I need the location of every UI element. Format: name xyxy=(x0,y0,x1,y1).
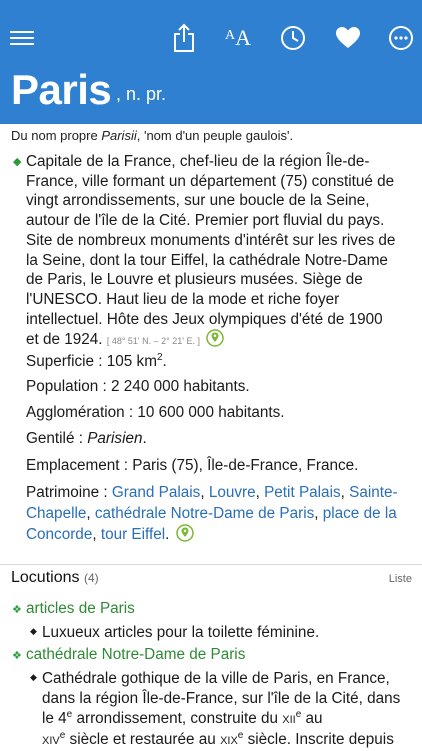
definition-line: France, ville formant un département (75) constitué de xyxy=(26,172,395,190)
font-size-icon xyxy=(225,25,251,51)
text: au xyxy=(301,710,323,727)
history-button[interactable] xyxy=(275,20,311,56)
superficie-value: 105 km xyxy=(106,353,157,370)
menu-button[interactable] xyxy=(4,20,40,56)
font-glyph-big: A xyxy=(235,25,251,50)
ellipsis-icon xyxy=(388,25,414,51)
link-sainte-chapelle[interactable]: Sainte- xyxy=(349,484,398,501)
locutions-header xyxy=(0,564,422,591)
sup: e xyxy=(237,729,244,741)
locution-notre-dame[interactable]: cathédrale Notre-Dame de Paris xyxy=(26,646,246,663)
link-place-concorde-cont[interactable]: Concorde xyxy=(26,526,93,543)
roman-numeral: XIX xyxy=(220,735,238,747)
end-dot: . xyxy=(165,526,170,543)
locutions-title xyxy=(11,569,99,587)
toolbar xyxy=(0,0,422,70)
share-icon xyxy=(172,23,196,53)
sup: e xyxy=(295,708,302,720)
more-button[interactable] xyxy=(383,20,419,56)
superficie xyxy=(26,353,167,371)
patrimoine-label: Patrimoine : xyxy=(26,484,112,501)
patrimoine-line xyxy=(26,483,410,504)
font-glyph-small: A xyxy=(224,28,236,43)
definition-line: autour de l'île de la Cité. Premier port fluvial du pays. xyxy=(26,212,385,230)
clock-icon xyxy=(280,25,306,51)
map-pin-button[interactable] xyxy=(206,329,224,353)
gentile-label: Gentilé : xyxy=(26,430,88,447)
sub-bullet: ◆ xyxy=(30,672,37,682)
hamburger-menu-icon xyxy=(9,28,35,48)
etymology-post: , 'nom d'un peuple gaulois'. xyxy=(136,128,294,143)
text: siècle et restaurée au xyxy=(65,731,221,748)
locution-bullet: ❖ xyxy=(12,650,22,662)
separator: , xyxy=(92,526,101,543)
link-petit-palais[interactable]: Petit Palais xyxy=(264,484,341,501)
locutions-list-button[interactable]: Liste xyxy=(388,573,412,585)
favorite-button[interactable] xyxy=(330,20,366,56)
sub-bullet: ◆ xyxy=(30,626,37,636)
locution-definition: Luxueux articles pour la toilette féminine. xyxy=(42,624,320,641)
definition-last: et de 1924. xyxy=(26,331,103,349)
locution-definition xyxy=(42,669,414,751)
separator: , xyxy=(255,484,265,501)
patrimoine xyxy=(26,483,410,549)
definition-text xyxy=(26,152,410,353)
locutions-count: (4) xyxy=(83,571,99,585)
population: Population : 2 240 000 habitants. xyxy=(26,378,250,395)
gentile xyxy=(26,430,147,448)
gentile-value: Parisien xyxy=(87,430,143,447)
locution-line xyxy=(42,730,414,751)
patrimoine-line xyxy=(26,524,410,549)
superficie-label: Superficie : xyxy=(26,353,107,370)
definition-line: de Paris, le Louvre et plusieurs musées. Siège de xyxy=(26,271,363,289)
etymology xyxy=(11,128,293,143)
gentile-end: . xyxy=(142,430,147,447)
locution-line: Cathédrale gothique de la ville de Paris, en France, xyxy=(42,670,390,687)
heart-icon xyxy=(335,26,361,50)
separator: , xyxy=(200,484,209,501)
definition-line-last xyxy=(26,329,410,353)
locution-line: dans la région Île-de-France, sur l'île de la Cité, dans xyxy=(42,690,401,707)
header-bar xyxy=(0,0,422,124)
link-grand-palais[interactable]: Grand Palais xyxy=(111,484,201,501)
definition-line: la Seine, dont la tour Eiffel, la cathédrale Notre-Dame xyxy=(26,251,388,269)
share-button[interactable] xyxy=(166,20,202,56)
text: arrondissement, construite du xyxy=(72,710,283,727)
roman-numeral: XII xyxy=(282,714,296,726)
definition-line: intellectuel. Hôte des Jeux olympiques d'été de 1900 xyxy=(26,310,383,328)
sup: e xyxy=(66,708,73,720)
definition-line: Capitale de la France, chef-lieu de la région Île-de- xyxy=(26,153,370,170)
etymology-word: Parisii xyxy=(101,128,137,143)
agglomeration: Agglomération : 10 600 000 habitants. xyxy=(26,404,285,421)
locutions-title-text: Locutions xyxy=(11,569,80,586)
superficie-sup: 2 xyxy=(156,351,163,363)
entry-category: , n. pr. xyxy=(116,84,167,104)
locution-bullet: ❖ xyxy=(12,604,22,616)
etymology-pre: Du nom propre xyxy=(11,128,102,143)
link-notre-dame[interactable]: cathédrale Notre-Dame de Paris xyxy=(94,504,315,522)
roman-numeral: XIV xyxy=(42,735,60,747)
definition-line: Site de nombreux monuments d'intérêt sur les rives de xyxy=(26,231,396,249)
entry-headword: Paris xyxy=(11,66,112,113)
map-pin-button[interactable] xyxy=(176,524,194,549)
coordinates: [ 48° 51' N. – 2° 21' E. ] xyxy=(106,336,200,347)
font-size-button[interactable] xyxy=(220,20,256,56)
locution-articles-de-paris[interactable]: articles de Paris xyxy=(26,600,135,617)
map-pin-icon xyxy=(206,329,224,347)
text: le 4 xyxy=(42,710,67,727)
locution-line xyxy=(42,709,414,730)
link-place-concorde[interactable]: place de la xyxy=(322,504,397,522)
link-sainte-chapelle-cont[interactable]: Chapelle xyxy=(26,504,87,522)
definition-bullet: ◆ xyxy=(13,156,22,168)
separator: , xyxy=(340,484,350,501)
separator: , xyxy=(86,504,95,522)
link-louvre[interactable]: Louvre xyxy=(208,484,256,501)
link-tour-eiffel[interactable]: tour Eiffel xyxy=(100,526,166,543)
separator: , xyxy=(314,504,323,522)
map-pin-icon xyxy=(176,524,194,542)
text: siècle. Inscrite depuis xyxy=(243,731,394,748)
sup: e xyxy=(59,729,66,741)
emplacement: Emplacement : Paris (75), Île-de-France, France. xyxy=(26,457,359,474)
definition-line: vingt arrondissements, sur une boucle de la Seine, xyxy=(26,192,370,210)
definition-line: l'UNESCO. Haut lieu de la mode et riche foyer xyxy=(26,290,340,308)
superficie-end: . xyxy=(162,353,167,370)
patrimoine-line xyxy=(26,504,410,525)
